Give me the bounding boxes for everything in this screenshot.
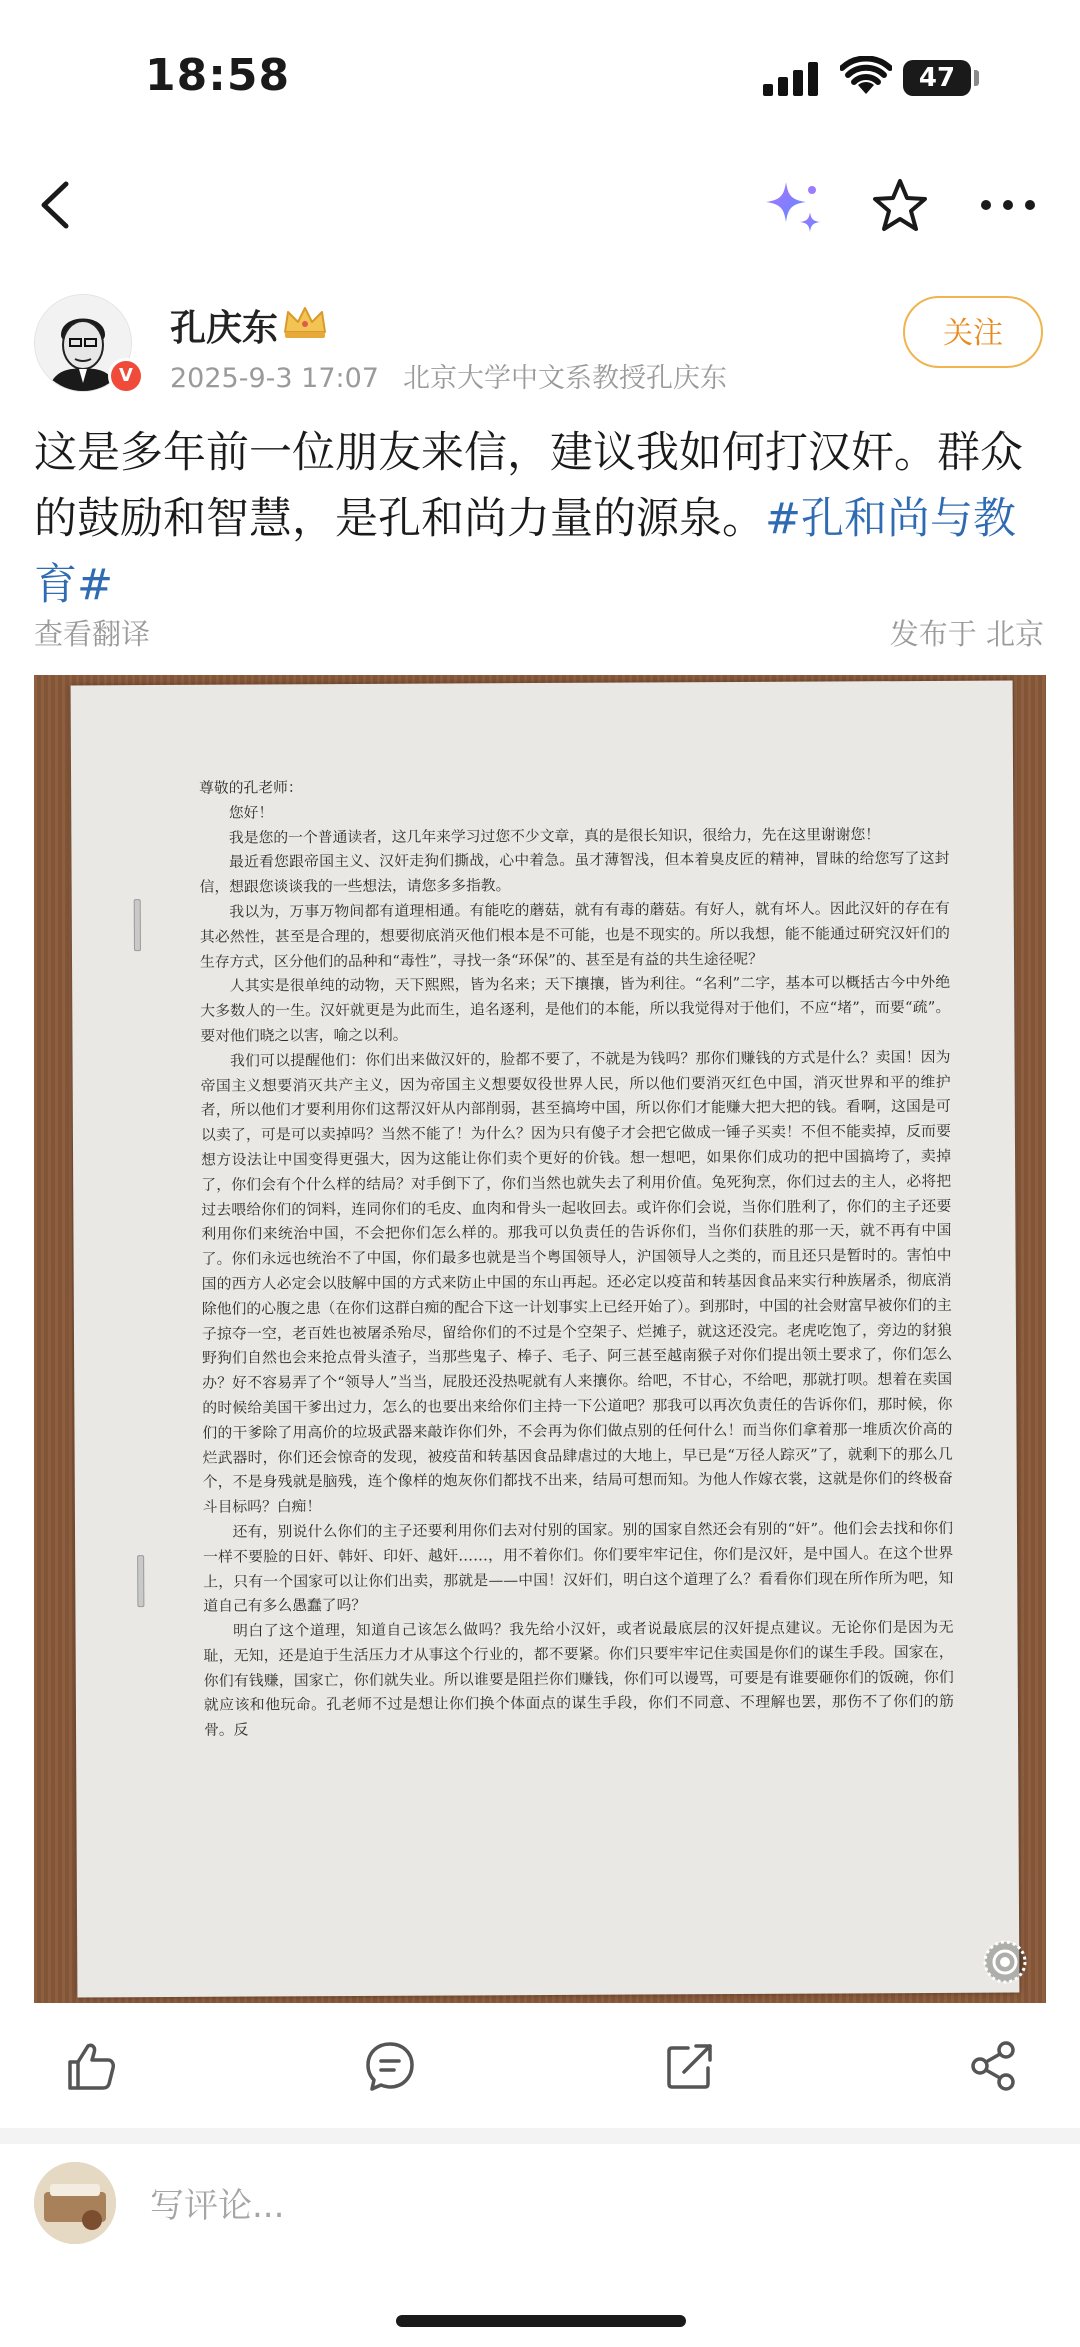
post-meta xyxy=(170,356,727,395)
letter-paragraph: 我们可以提醒他们：你们出来做汉奸的，脸都不要了，不就是为钱吗？那你们赚钱的方式是什么？卖国！因为帝国主义想要消灭共产主义，因为帝国主义想要奴役世界人民，所以他们要消灭红色中国，消灭世界和平的维护者，所以他们才要利用你们这帮汉奸从内部削弱，甚至搞垮中国，所以你们才能赚大把大把的钱。看啊，这国是可以卖了，可是可以卖掉吗？当然不能了！为什么？因为只有傻子才会把它做成一锤子买卖！不但不能卖掉，反而要想方设法让中国变得更强大，因为这能让你们卖个更好的价钱。想一想吧，如果你们成功的把中国搞垮了，卖掉了，你们会有个什么样的结局？对手倒下了，你们当然也就失去了利用价值。兔死狗烹，你们过去的主人，必将把过去喂给你们的饲料，连同你们的毛皮、血肉和骨头一起收回去。或许你们会说，当你们胜利了，你们的主子还要利用你们来统治中国，不会把你们怎么样的。那我可以负责任的告诉你们，当你们获胜的那一天，就不再有中国了。你们永远也统治不了中国，你们最多也就是当个粤国领导人，沪国领导人之类的，而且还只是暂时的。害怕中国的西方人必定会以肢解中国的方式来防止中国的东山再起。还必定以疫苗和转基因食品来实行种族屠杀，彻底消除他们的心腹之患（在你们这群白痴的配合下这一计划事实上已经开始了）。到那时，中国的社会财富早被你们的主子掠夺一空，老百姓也被屠杀殆尽，留给你们的不过是个空架子、烂摊子，就这还没完。老虎吃饱了，旁边的豺狼野狗们自然也会来抢点骨头渣子，当那些鬼子、棒子、毛子、阿三甚至越南猴子对你们提出领土要求了，你们怎么办？好不容易弄了个“领导人”当当，屁股还没热呢就有人来攘你。给吧，不甘心，不给吧，那就打呗。想着在卖国的时候给美国干爹出过力，怎么的也要出来给你们主持一下公道吧？那我可以再次负责任的告诉你们，那时候，你们的干爹除了用高价的垃圾武器来敲诈你们外，不会再为你们做点别的任何什么！而当你们拿着那一堆质次价高的烂武器时，你们还会惊奇的发现，被疫苗和转基因食品肆虐过的大地上，早已是“万径人踪灭”了，就剩下的那么几个，不是身残就是脑残，连个像样的炮灰你们都找不出来，结局可想而知。为他人作嫁衣裳，这就是你们的终极奋斗目标吗？白痴！ xyxy=(200,1048,953,1516)
letter-salutation: 尊敬的孔老师： xyxy=(199,779,303,797)
author-title: 北京大学中文系教授孔庆东 xyxy=(402,363,727,394)
cellular-signal-icon xyxy=(763,62,819,96)
user-avatar[interactable] xyxy=(34,2162,116,2244)
author-name[interactable]: 孔庆东 xyxy=(170,308,279,349)
wifi-icon xyxy=(840,56,892,96)
verified-badge: V xyxy=(108,358,144,394)
home-indicator xyxy=(396,2315,686,2327)
chevron-left-icon[interactable] xyxy=(28,170,84,240)
letter-paper xyxy=(71,681,1020,1998)
letter-greeting: 您好！ xyxy=(228,804,274,822)
letter-paragraph: 我是您的一个普通读者，这几年来学习过您不少文章，真的是很长知识，很给力，先在这里谢谢您！ xyxy=(228,825,881,847)
sparkle-icon[interactable] xyxy=(762,176,824,238)
post-text xyxy=(34,420,1046,618)
comment-bubble-icon[interactable] xyxy=(362,2038,418,2094)
repost-icon[interactable] xyxy=(662,2038,718,2094)
post-location: 发布于 北京 xyxy=(889,617,1044,651)
battery-icon xyxy=(903,60,971,96)
share-icon[interactable] xyxy=(966,2038,1022,2094)
letter-paragraph: 最近看您跟帝国主义、汉奸走狗们撕战，心中着急。虽才薄智浅，但本着臭皮匠的精神，冒昧的给您写了这封信，想跟您谈谈我的一些想法，请您多多指教。 xyxy=(199,850,950,896)
thumbs-up-icon[interactable] xyxy=(62,2038,118,2094)
hashtag-link[interactable]: #孔和尚与教育# xyxy=(34,494,1017,610)
post-body-text: 这是多年前一位朋友来信，建议我如何打汉奸。群众的鼓励和智慧，是孔和尚力量的源泉。 xyxy=(34,428,1023,544)
post-date: 2025-9-3 17:07 xyxy=(170,363,379,394)
staple-mark xyxy=(134,899,141,951)
crown-icon xyxy=(280,302,330,342)
action-bar xyxy=(0,2030,1080,2140)
letter-text xyxy=(199,773,954,1744)
translate-link[interactable]: 查看翻译 xyxy=(34,617,151,651)
user-avatar-image xyxy=(34,2162,116,2244)
section-divider xyxy=(0,2128,1080,2144)
letter-paragraph: 人其实是很单纯的动物，天下熙熙，皆为名来；天下攘攘，皆为利往。“名利”二字，基本可以概括古今中外绝大多数人的一生。汉奸就更是为此而生，追名逐利，是他们的本能，所以我觉得对于他们，不应“堵”，而要“疏”。要对他们晓之以害，喻之以利。 xyxy=(200,974,951,1045)
letter-paragraph: 明白了这个道理，知道自己该怎么做吗？我先给小汉奸，或者说最底层的汉奸提点建议。无论你们是因为无耻，无知，还是迫于生活压力才从事这个行业的，都不要紧。你们只要牢牢记住卖国是你们的谋生手段。国家在，你们有钱赚，国家亡，你们就失业。所以谁要是阻拦你们赚钱，你们可以谩骂，可要是有谁要砸你们的饭碗，你们就应该和他玩命。孔老师不过是想让你们换个体面点的谋生手段，你们不同意、不理解也罢，那伤不了你们的筋骨。反 xyxy=(203,1618,954,1740)
post-photo[interactable] xyxy=(34,675,1046,2003)
letter-paragraph: 我以为，万事万物间都有道理相通。有能吃的蘑菇，就有有毒的蘑菇。有好人，就有坏人。因此汉奸的存在有其必然性，甚至是合理的，想要彻底消灭他们根本是不可能，也是不现实的。所以我想，能不能通过研究汉奸们的生存方式，区分他们的品种和“毒性”，寻找一条“环保”的、甚至是有益的共生途径呢？ xyxy=(199,899,950,971)
star-icon[interactable] xyxy=(870,176,930,236)
live-photo-icon[interactable] xyxy=(981,1938,1029,1986)
more-dots-icon[interactable] xyxy=(978,190,1038,220)
battery-level: 47 xyxy=(918,63,956,93)
comment-input[interactable]: 写评论... xyxy=(150,2186,285,2226)
status-time: 18:58 xyxy=(145,50,291,101)
follow-button[interactable]: 关注 xyxy=(903,296,1043,368)
staple-mark xyxy=(137,1555,144,1607)
battery-cap xyxy=(974,70,979,86)
status-bar xyxy=(0,0,1080,150)
letter-paragraph: 还有，别说什么你们的主子还要利用你们去对付别的国家。别的国家自然还会有别的“奸”。他们会去找和你们一样不要脸的日奸、韩奸、印奸、越奸……，用不着你们。你们要牢牢记住，你们是汉奸，是中国人。在这个世界上，只有一个国家可以让你们出卖，那就是——中国！汉奸们，明白这个道理了么？看看你们现在所作所为吧，知道自己有多么愚蠢了吗？ xyxy=(203,1519,954,1616)
